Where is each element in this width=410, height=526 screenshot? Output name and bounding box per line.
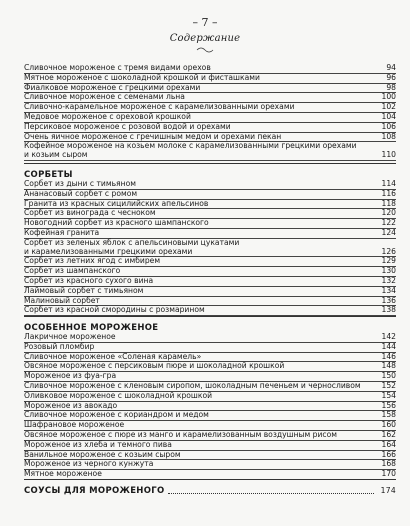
entry-title: Сорбет из винограда с чесноком [24, 208, 156, 218]
entry-title: Медовое мороженое с ореховой крошкой [24, 111, 191, 121]
entry-page-number: 110 [381, 150, 396, 160]
entry-page-number: 156 [381, 400, 396, 410]
entry-page-number: 146 [381, 351, 396, 361]
entry-title: Мороженое из черного кунжута [24, 459, 154, 469]
section-page: 174 [380, 486, 396, 495]
entry-page-number: 164 [381, 439, 396, 449]
entry-title: Мороженое из хлеба и темного пива [24, 439, 172, 449]
toc-entry [24, 239, 396, 258]
entry-title: Сорбет из шампанского [24, 266, 121, 276]
entry-title-continued: и карамелизованными грецкими орехами [24, 246, 193, 256]
page-title: Содержание [169, 33, 241, 44]
entry-title-continued: и козьим сыром [24, 150, 88, 160]
entry-page-number: 134 [381, 285, 396, 295]
entry-title: Ванильное мороженое с козьим сыром [24, 449, 181, 459]
entry-page-number: 166 [381, 449, 396, 459]
entry-title: Лакричное мороженое [24, 332, 116, 341]
entry-page-number: 150 [381, 371, 396, 381]
entry-title: Кофейное мороженое на козьем молоке с карамелизованными грецкими орехами [24, 141, 357, 151]
entry-title: Персиковое мороженое с розовой водой и орехами [24, 121, 231, 131]
entry-page-number: 158 [381, 410, 396, 420]
entry-title: Сливочное мороженое «Соленая карамель» [24, 351, 202, 361]
entry-page-number: 170 [381, 469, 396, 479]
toc-entry [24, 142, 396, 161]
entry-page-number: 126 [381, 246, 396, 256]
entry-page-number: 162 [381, 429, 396, 439]
toc-entry [24, 306, 396, 316]
entry-page-number: 160 [381, 420, 396, 430]
entry-title: Сливочное мороженое с тремя видами орехов [24, 63, 211, 72]
entry-title: Оливковое мороженое с шоколадной крошкой [24, 390, 213, 400]
entry-page-number: 129 [381, 256, 396, 266]
entry-title: Сорбет из красного сухого вина [24, 275, 154, 285]
entry-title: Шафрановое мороженое [24, 420, 125, 430]
entry-page-number: 120 [381, 208, 396, 218]
entry-page-number: 116 [381, 188, 396, 198]
section-divider [24, 316, 396, 317]
entry-page-number: 144 [381, 341, 396, 351]
entry-title: Сливочное мороженое с кориандром и медом [24, 410, 209, 420]
entry-page-number: 124 [381, 227, 396, 237]
entry-title: Сорбет из зеленых яблок с апельсиновыми цукатами [24, 237, 240, 247]
entry-title: Лаймовый сорбет с тимьяном [24, 285, 144, 295]
entry-title: Сорбет из красной смородины с розмарином [24, 305, 205, 315]
entry-page-number: 96 [386, 72, 396, 82]
entry-title: Гранита из красных сицилийских апельсинов [24, 198, 209, 208]
entry-title: Сорбет из дыни с тимьяном [24, 179, 136, 188]
section-heading-sauces [24, 486, 396, 496]
entry-page-number: 114 [381, 179, 396, 188]
entry-page-number: 106 [381, 121, 396, 131]
entry-title: Кофейная гранита [24, 227, 100, 237]
intro-list [24, 64, 396, 161]
entry-title: Мятное мороженое [24, 469, 102, 479]
entry-page-number: 130 [381, 266, 396, 276]
entry-page-number: 154 [381, 390, 396, 400]
entry-page-number: 94 [386, 63, 396, 72]
entry-page-number: 148 [381, 361, 396, 371]
entry-page-number: 118 [381, 198, 396, 208]
entry-page-number: 142 [381, 332, 396, 341]
flourish-ornament [195, 46, 215, 54]
entry-page-number: 98 [386, 82, 396, 92]
entry-page-number: 132 [381, 275, 396, 285]
section-divider [24, 163, 396, 164]
page-number: – 7 – [192, 16, 218, 29]
section-divider [24, 479, 396, 480]
section-title: СОУСЫ ДЛЯ МОРОЖЕНОГО [24, 486, 165, 496]
entry-title: Новогодний сорбет из красного шампанского [24, 218, 209, 228]
entry-page-number: 152 [381, 380, 396, 390]
entry-page-number: 138 [381, 305, 396, 315]
entry-page-number: 102 [381, 102, 396, 112]
entry-title: Мороженое из фуа-гра [24, 371, 117, 381]
entry-title: Очень яичное мороженое с гречишным медом и орехами пекан [24, 131, 282, 141]
entry-page-number: 104 [381, 111, 396, 121]
section-title: ОСОБЕННОЕ МОРОЖЕНОЕ [24, 323, 159, 333]
entry-title: Сливочно-карамельное мороженое с карамелизованными орехами [24, 102, 295, 112]
entry-page-number: 122 [381, 218, 396, 228]
entry-title: Сливочное мороженое с семенами льна [24, 92, 185, 102]
section-list-sorbets [24, 180, 396, 316]
section-list-special [24, 333, 396, 480]
entry-page-number: 168 [381, 459, 396, 469]
entry-title: Овсяное мороженое с пюре из манго и карамелизованным воздушным рисом [24, 429, 337, 439]
entry-title: Ананасовый сорбет с ромом [24, 188, 138, 198]
leader-dots [168, 493, 375, 494]
entry-title: Сливочное мороженое с кленовым сиропом, шоколадным печеньем и черносливом [24, 380, 361, 390]
entry-title: Розовый пломбир [24, 341, 95, 351]
entry-title: Овсяное мороженое с персиковым пюре и шоколадной крошкой [24, 361, 285, 371]
entry-title: Фиалковое мороженое с грецкими орехами [24, 82, 201, 92]
entry-title: Малиновый сорбет [24, 295, 100, 305]
entry-title: Мятное мороженое с шоколадной крошкой и фисташками [24, 72, 260, 82]
entry-page-number: 108 [381, 131, 396, 141]
entry-page-number: 100 [381, 92, 396, 102]
entry-page-number: 136 [381, 295, 396, 305]
entry-title: Мороженое из авокадо [24, 400, 118, 410]
section-title: СОРБЕТЫ [24, 170, 73, 180]
entry-title: Сорбет из летних ягод с имбирем [24, 256, 161, 266]
